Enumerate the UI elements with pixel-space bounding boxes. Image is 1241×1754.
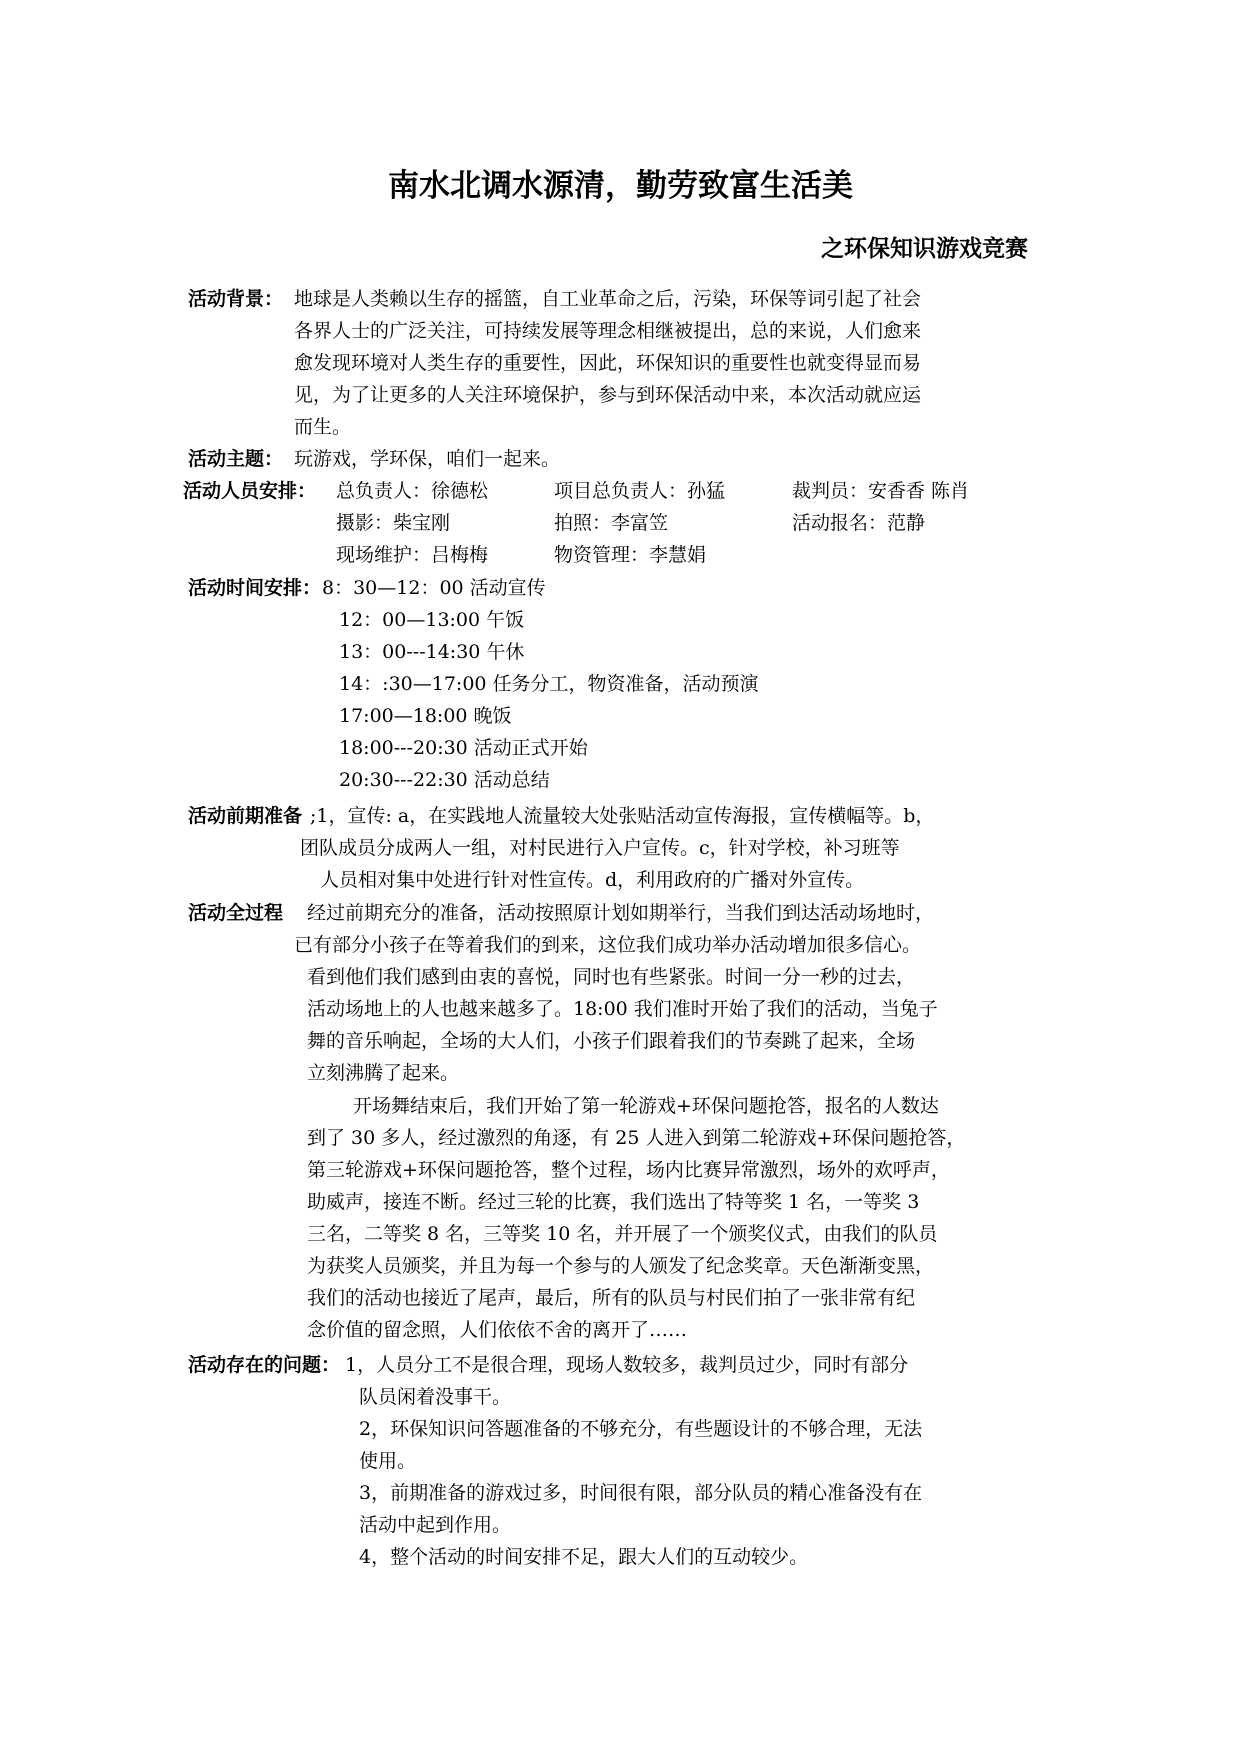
problem-line: 使用。 bbox=[359, 1450, 417, 1472]
process-line: 助威声，接连不断。经过三轮的比赛，我们选出了特等奖 1 名，一等奖 3 bbox=[307, 1191, 920, 1213]
schedule-item: 18:00---20:30 活动正式开始 bbox=[339, 737, 588, 759]
staff-cell: 裁判员：安香香 陈肖 bbox=[792, 480, 970, 502]
background-label: 活动背景： bbox=[188, 288, 284, 310]
schedule-item: 17:00—18:00 晚饭 bbox=[339, 705, 512, 727]
schedule-item: 13：00---14:30 午休 bbox=[339, 641, 525, 663]
background-line: 地球是人类赖以生存的摇篮，自工业革命之后，污染，环保等词引起了社会 bbox=[294, 288, 922, 310]
process-line: 第三轮游戏+环保问题抢答，整个过程，场内比赛异常激烈，场外的欢呼声， bbox=[307, 1159, 950, 1181]
problems-label: 活动存在的问题： bbox=[188, 1354, 341, 1376]
process-line: 念价值的留念照，人们依依不舍的离开了…… bbox=[307, 1319, 688, 1341]
staff-cell: 拍照：李富笠 bbox=[554, 512, 669, 534]
staff-cell: 活动报名：范静 bbox=[792, 512, 926, 534]
process-line: 到了 30 多人，经过激烈的角逐，有 25 人进入到第二轮游戏+环保问题抢答， bbox=[307, 1127, 966, 1149]
page-title: 南水北调水源清，勤劳致富生活美 bbox=[388, 168, 853, 204]
preparation-line: 人员相对集中处进行针对性宣传。d，利用政府的广播对外宣传。 bbox=[320, 869, 865, 891]
background-line: 而生。 bbox=[294, 416, 352, 438]
staff-cell: 总负责人：徐德松 bbox=[336, 480, 489, 502]
process-line: 活动场地上的人也越来越多了。18:00 我们准时开始了我们的活动，当兔子 bbox=[307, 998, 938, 1020]
schedule-item: 12：00—13:00 午饭 bbox=[339, 609, 525, 631]
process-line: 舞的音乐响起，全场的大人们，小孩子们跟着我们的节奏跳了起来，全场 bbox=[307, 1030, 916, 1052]
staff-cell: 物资管理：李慧娟 bbox=[554, 544, 707, 566]
problem-line: 1，人员分工不是很合理，现场人数较多，裁判员过少，同时有部分 bbox=[345, 1354, 909, 1376]
theme-label: 活动主题： bbox=[188, 448, 284, 470]
problem-line: 2，环保知识问答题准备的不够充分，有些题设计的不够合理，无法 bbox=[359, 1418, 923, 1440]
process-line: 开场舞结束后，我们开始了第一轮游戏+环保问题抢答，报名的人数达 bbox=[353, 1095, 939, 1117]
schedule-label: 活动时间安排： bbox=[188, 577, 322, 599]
process-label: 活动全过程 bbox=[188, 902, 284, 924]
background-line: 见，为了让更多的人关注环境保护，参与到环保活动中来，本次活动就应运 bbox=[294, 384, 922, 406]
background-line: 愈发现环境对人类生存的重要性，因此，环保知识的重要性也就变得显而易 bbox=[294, 352, 922, 374]
problem-line: 4，整个活动的时间安排不足，跟大人们的互动较少。 bbox=[359, 1546, 809, 1568]
schedule-item: 14：:30—17:00 任务分工，物资准备，活动预演 bbox=[339, 673, 759, 695]
schedule-item: 8：30—12：00 活动宣传 bbox=[322, 577, 546, 599]
preparation-line: ;1，宣传: a，在实践地人流量较大处张贴活动宣传海报，宣传横幅等。b， bbox=[310, 805, 935, 827]
problem-line: 3，前期准备的游戏过多，时间很有限，部分队员的精心准备没有在 bbox=[359, 1482, 923, 1504]
theme-text: 玩游戏，学环保，咱们一起来。 bbox=[294, 448, 561, 470]
problem-line: 队员闲着没事干。 bbox=[359, 1386, 512, 1408]
staff-cell: 项目总负责人：孙猛 bbox=[554, 480, 726, 502]
process-line: 我们的活动也接近了尾声，最后，所有的队员与村民们拍了一张非常有纪 bbox=[307, 1287, 916, 1309]
process-line: 立刻沸腾了起来。 bbox=[307, 1062, 460, 1084]
process-line: 为获奖人员颁奖，并且为每一个参与的人颁发了纪念奖章。天色渐渐变黑， bbox=[307, 1255, 935, 1277]
process-line: 看到他们我们感到由衷的喜悦，同时也有些紧张。时间一分一秒的过去， bbox=[307, 966, 916, 988]
process-line: 已有部分小孩子在等着我们的到来，这位我们成功举办活动增加很多信心。 bbox=[294, 934, 922, 956]
process-line: 经过前期充分的准备，活动按照原计划如期举行，当我们到达活动场地时， bbox=[307, 902, 935, 924]
staff-cell: 现场维护：吕梅梅 bbox=[336, 544, 489, 566]
staff-cell: 摄影：柴宝刚 bbox=[336, 512, 451, 534]
background-line: 各界人士的广泛关注，可持续发展等理念相继被提出，总的来说，人们愈来 bbox=[294, 320, 922, 342]
preparation-label: 活动前期准备 bbox=[188, 805, 303, 827]
page-subtitle: 之环保知识游戏竞赛 bbox=[821, 236, 1028, 262]
preparation-line: 团队成员分成两人一组，对村民进行入户宣传。c，针对学校，补习班等 bbox=[300, 837, 900, 859]
problem-line: 活动中起到作用。 bbox=[359, 1514, 512, 1536]
schedule-item: 20:30---22:30 活动总结 bbox=[339, 769, 550, 791]
staff-label: 活动人员安排： bbox=[183, 480, 317, 502]
process-line: 三名，二等奖 8 名，三等奖 10 名，并开展了一个颁奖仪式，由我们的队员 bbox=[307, 1223, 938, 1245]
